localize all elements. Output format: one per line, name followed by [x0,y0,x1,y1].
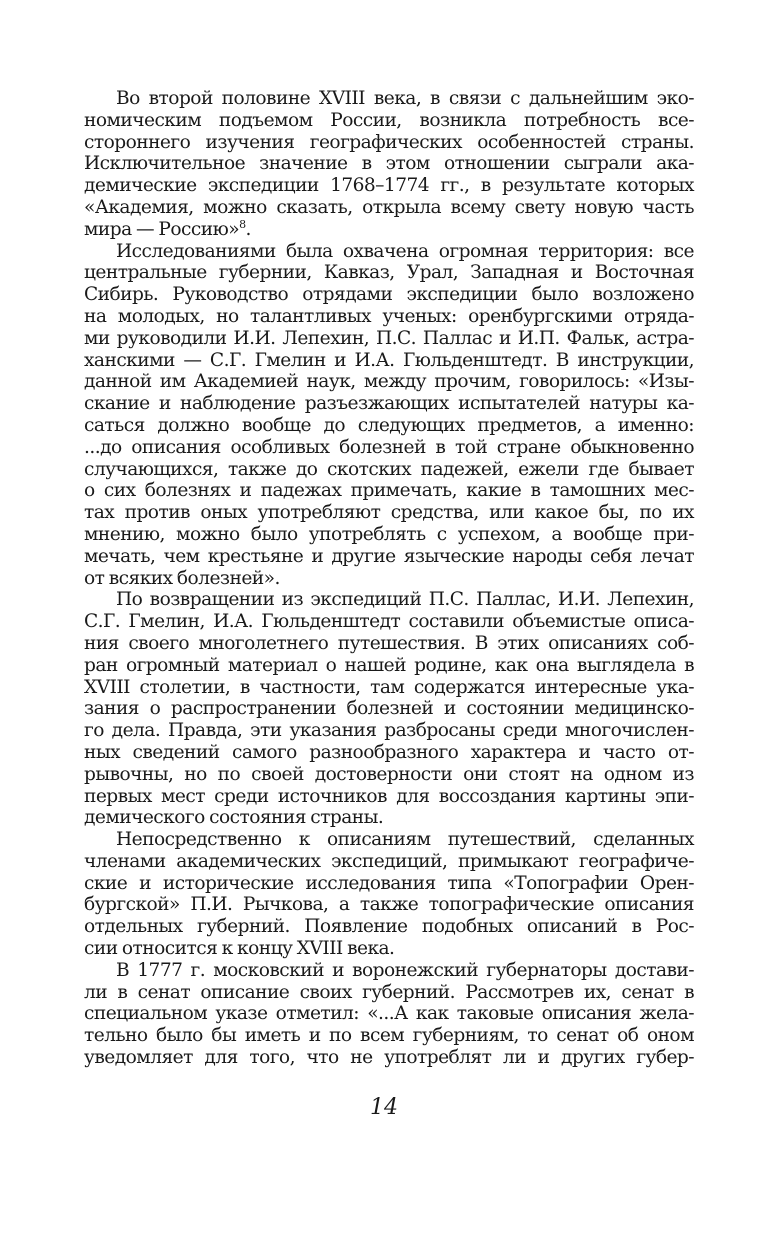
page-number: 14 [370,1095,398,1120]
text-line: первых мест среди источников для воссоздания картины эпи- [84,785,694,807]
text-line: Сибирь. Руководство отрядами экспедиции было возложено [84,284,694,306]
footnote-marker[interactable]: 8 [239,217,246,231]
text-line: бургской» П.И. Рычкова, а также топографические описания [84,894,694,916]
text-line: В 1777 г. московский и воронежский губернаторы достави- [116,959,694,981]
text-line: о сих болезнях и падежах примечать, какие в тамошних мес- [84,480,694,502]
text-line: уведомляет для того, что не употреблят ли и других губер- [84,1047,694,1069]
text-line: ми руководили И.И. Лепехин, П.С. Паллас и И.П. Фальк, астра- [84,327,694,349]
text-line: По возвращении из экспедиций П.С. Паллас, И.И. Лепехин, [116,589,694,611]
text-line: случающихся, также до скотских падежей, ежели где бывает [84,458,694,480]
text-line: стороннего изучения географических особенностей страны. [84,131,694,153]
paragraph [84,241,694,590]
text-line: центральные губернии, Кавказ, Урал, Западная и Восточная [84,262,694,284]
text-line: отдельных губерний. Появление подобных описаний в Рос- [84,916,694,938]
text-line: С.Г. Гмелин, И.А. Гюльденштедт составили объемистые описа- [84,611,694,633]
page-body [84,88,694,1069]
text-line: мнению, можно было употреблять с успехом, а вообще при- [84,523,694,545]
text-line: скание и наблюдение разъезжающих испытателей натуры ка- [84,393,694,415]
text-line: ных сведений самого разнообразного характера и часто от- [84,741,694,763]
text-line: специальном указе отметил: «...А как таковые описания жела- [84,1003,694,1025]
text-line: ские и исторические исследования типа «Топографии Орен- [84,872,694,894]
text-line: мечать, чем крестьяне и другие языческие народы себя лечат [84,545,694,567]
text-line: мира — Россию»$^8$. [84,217,251,240]
text-line: ...до описания особливых болезней в той стране обыкновенно [84,436,694,458]
text-line: номическим подъемом России, возникла потребность все- [84,109,694,131]
paragraph [84,960,694,1069]
text-line: на молодых, но талантливых ученых: оренбургскими отряда- [84,305,694,327]
text-line: сии относится к концу XVIII века. [84,938,395,960]
text-line: от всяких болезней». [84,567,280,589]
text-line: ния своего многолетнего путешествия. В этих описаниях соб- [84,632,694,654]
text-line: ханскими — С.Г. Гмелин и И.А. Гюльденштедт. В инструкции, [84,349,694,371]
text-line: го дела. Правда, эти указания разбросаны среди многочислен- [84,720,694,742]
text-line: данной им Академией наук, между прочим, говорилось: «Изы- [84,371,694,393]
paragraph [84,829,694,960]
text-line: ран огромный материал о нашей родине, как она выглядела в [84,654,694,676]
text-line: тельно было бы иметь и по всем губерниям, то сенат об оном [84,1025,694,1047]
text-line: Исключительное значение в этом отношении сыграли ака- [84,153,694,175]
text-line: Исследованиями была охвачена огромная территория: все [116,240,694,262]
paragraph [84,88,694,241]
text-line: демические экспедиции 1768–1774 гг., в результате которых [84,175,694,197]
text-line: Непосредственно к описаниям путешествий, сделанных [116,829,694,851]
text-line: зания о распространении болезней и состоянии медицинско- [84,698,694,720]
text-line: ли в сенат описание своих губерний. Рассмотрев их, сенат в [84,981,694,1003]
text-line: рывочны, но по своей достоверности они стоят на одном из [84,763,694,785]
text-line: Во второй половине XVIII века, в связи с дальнейшим эко- [116,88,694,109]
paragraph [84,589,694,829]
text-line: тах против оных употребляют средства, или какое бы, по их [84,502,694,524]
text-line: «Академия, можно сказать, открыла всему свету новую часть [84,196,694,218]
text-line: XVIII столетии, в частности, там содержатся интересные ука- [84,676,694,698]
text-line: демического состояния страны. [84,807,384,829]
text-line: членами академических экспедиций, примыкают географиче- [84,850,694,872]
text-line: саться должно вообще до следующих предметов, а именно: [84,414,694,436]
